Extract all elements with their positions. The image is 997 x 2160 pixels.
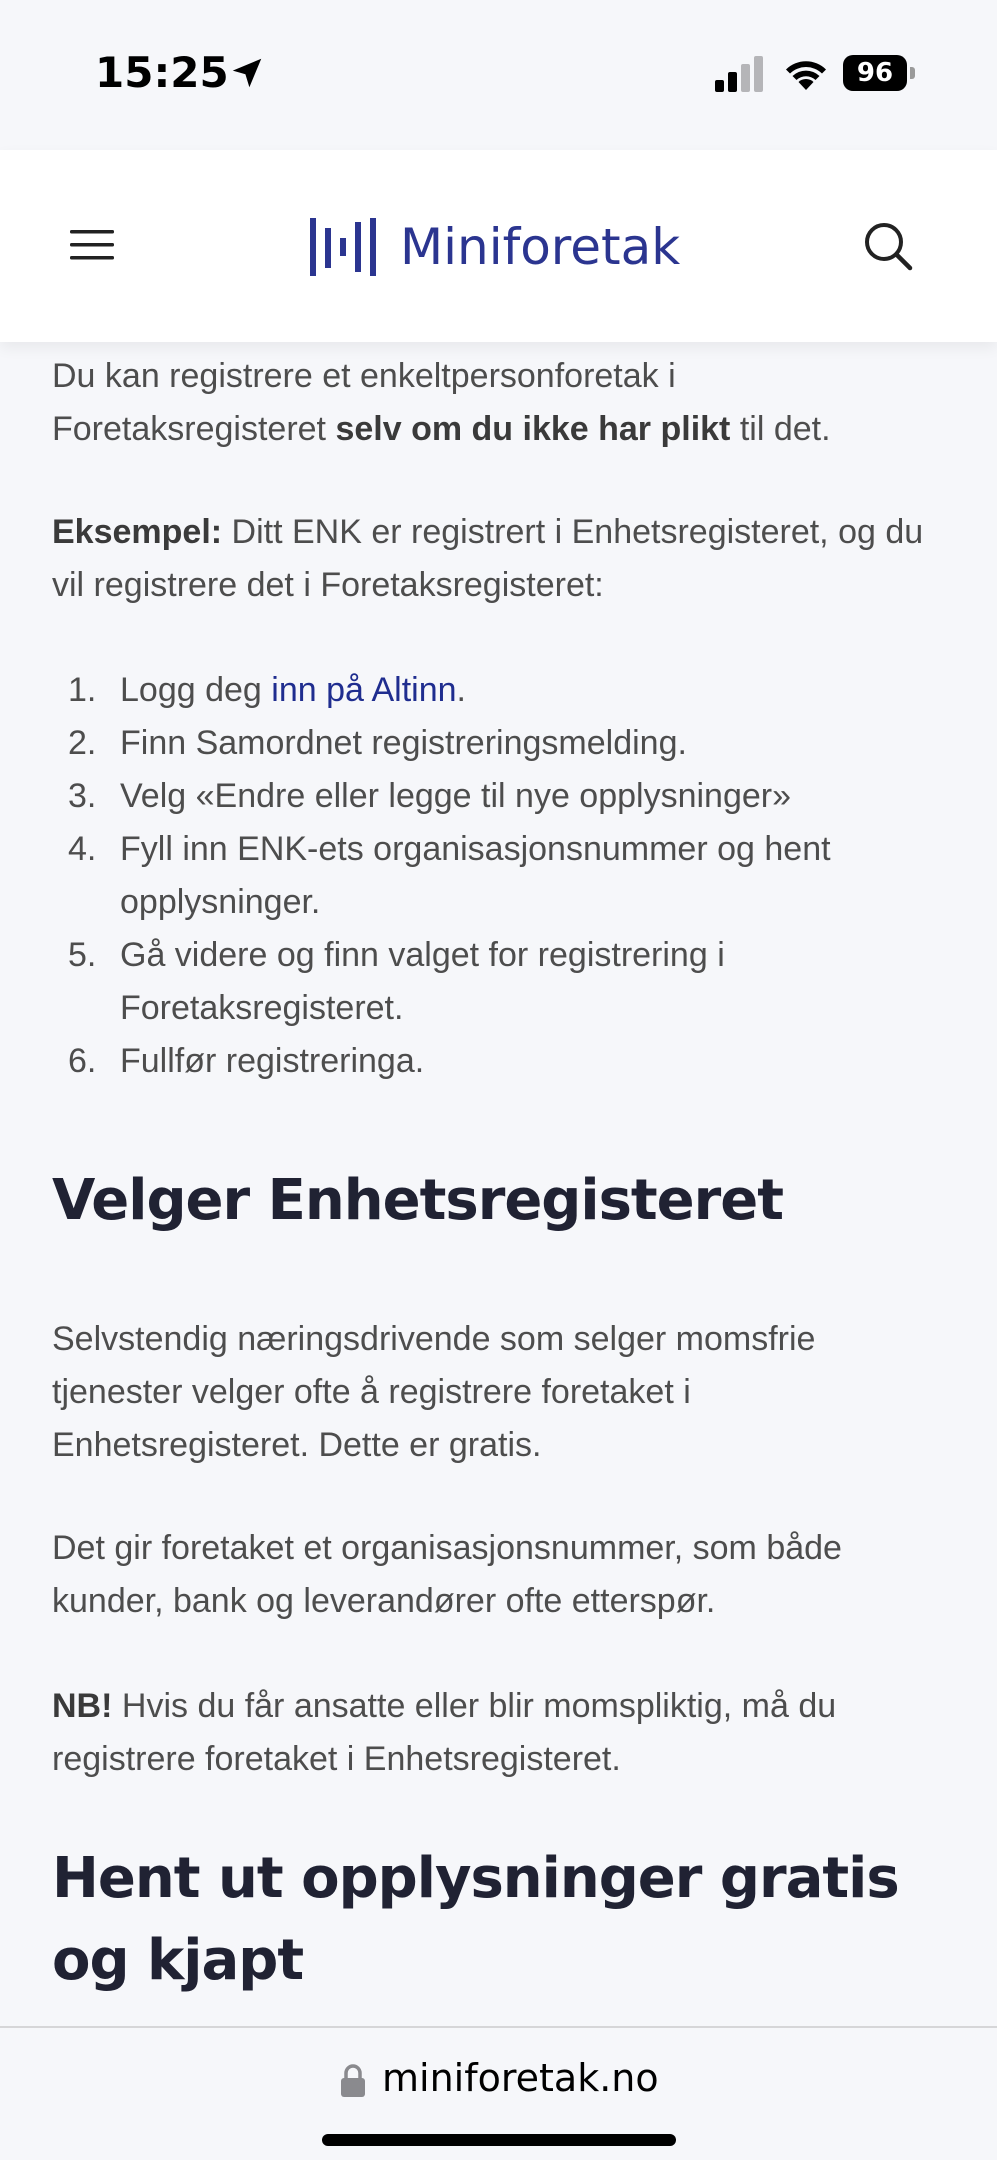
list-text: Velg «Endre eller legge til nye opplysninger» bbox=[120, 777, 792, 815]
menu-icon[interactable] bbox=[70, 228, 116, 262]
status-bar bbox=[0, 0, 997, 150]
paragraph-organisasjonsnummer: Det gir foretaket et organisasjonsnummer, som både kunder, bank og leverandører ofte etterspør. bbox=[52, 1529, 842, 1620]
list-number: 6. bbox=[68, 1042, 97, 1080]
paragraph-enhetsregisteret: Selvstendig næringsdrivende som selger momsfrie tjenester velger ofte å registrere foretaket i Enhetsregisteret. Dette er gratis. bbox=[52, 1320, 816, 1464]
paragraph-nb bbox=[52, 1680, 952, 1786]
list-number: 5. bbox=[68, 936, 97, 974]
altinn-link[interactable]: inn på Altinn bbox=[271, 671, 457, 709]
home-indicator[interactable] bbox=[322, 2134, 676, 2146]
bold-text: Eksempel: bbox=[52, 513, 223, 551]
list-number: 4. bbox=[68, 830, 97, 868]
list-text: Fyll inn ENK-ets organisasjonsnummer og hent opplysninger. bbox=[120, 830, 831, 921]
list-text: Gå videre og finn valget for registrering i Foretaksregisteret. bbox=[120, 936, 725, 1027]
signal-icon bbox=[715, 56, 765, 92]
list-item bbox=[52, 664, 952, 717]
wifi-icon bbox=[783, 54, 829, 92]
text-span: Logg deg bbox=[120, 671, 272, 709]
logo-mark-icon bbox=[308, 216, 384, 278]
steps-list bbox=[52, 664, 952, 1088]
paragraph-intro bbox=[52, 350, 952, 456]
text-span: Du kan registrere et enkeltpersonforetak i Foretaksregisteret bbox=[52, 357, 676, 448]
heading-enhetsregisteret: Velger Enhetsregisteret bbox=[52, 1168, 784, 1233]
heading-hent-opplysninger: Hent ut opplysninger gratis og kjapt bbox=[52, 1846, 899, 1993]
list-item bbox=[52, 823, 952, 929]
location-arrow-icon bbox=[228, 54, 266, 92]
list-number: 1. bbox=[68, 671, 97, 709]
battery-icon bbox=[843, 55, 915, 91]
browser-url-bar[interactable] bbox=[0, 2026, 997, 2160]
text-span: til det. bbox=[730, 410, 831, 448]
text-span: Hvis du får ansatte eller blir momspliktig, må du registrere foretaket i Enhetsregisteret. bbox=[52, 1687, 837, 1778]
list-number: 3. bbox=[68, 777, 97, 815]
paragraph-example bbox=[52, 506, 952, 612]
list-item bbox=[52, 770, 952, 823]
list-item bbox=[52, 1035, 952, 1088]
status-time: 15:25 bbox=[95, 48, 229, 97]
list-text: Fullfør registreringa. bbox=[120, 1042, 425, 1080]
text-span: . bbox=[456, 671, 466, 709]
list-text: Finn Samordnet registreringsmelding. bbox=[120, 724, 687, 762]
list-item bbox=[52, 717, 952, 770]
list-number: 2. bbox=[68, 724, 97, 762]
site-logo[interactable] bbox=[308, 214, 680, 280]
search-icon[interactable] bbox=[862, 220, 914, 272]
bold-text: NB! bbox=[52, 1687, 113, 1725]
bold-text: selv om du ikke har plikt bbox=[335, 410, 731, 448]
site-header bbox=[0, 150, 997, 342]
lock-icon bbox=[340, 2064, 366, 2098]
url-text[interactable]: miniforetak.no bbox=[382, 2056, 659, 2100]
text-span: Ditt ENK er registrert i Enhetsregisteret, og du vil registrere det i Foretaksregisteret: bbox=[52, 513, 924, 604]
list-item bbox=[52, 929, 952, 1035]
battery-level: 96 bbox=[843, 55, 907, 91]
logo-text: Miniforetak bbox=[400, 218, 681, 276]
battery-tip bbox=[910, 67, 915, 79]
